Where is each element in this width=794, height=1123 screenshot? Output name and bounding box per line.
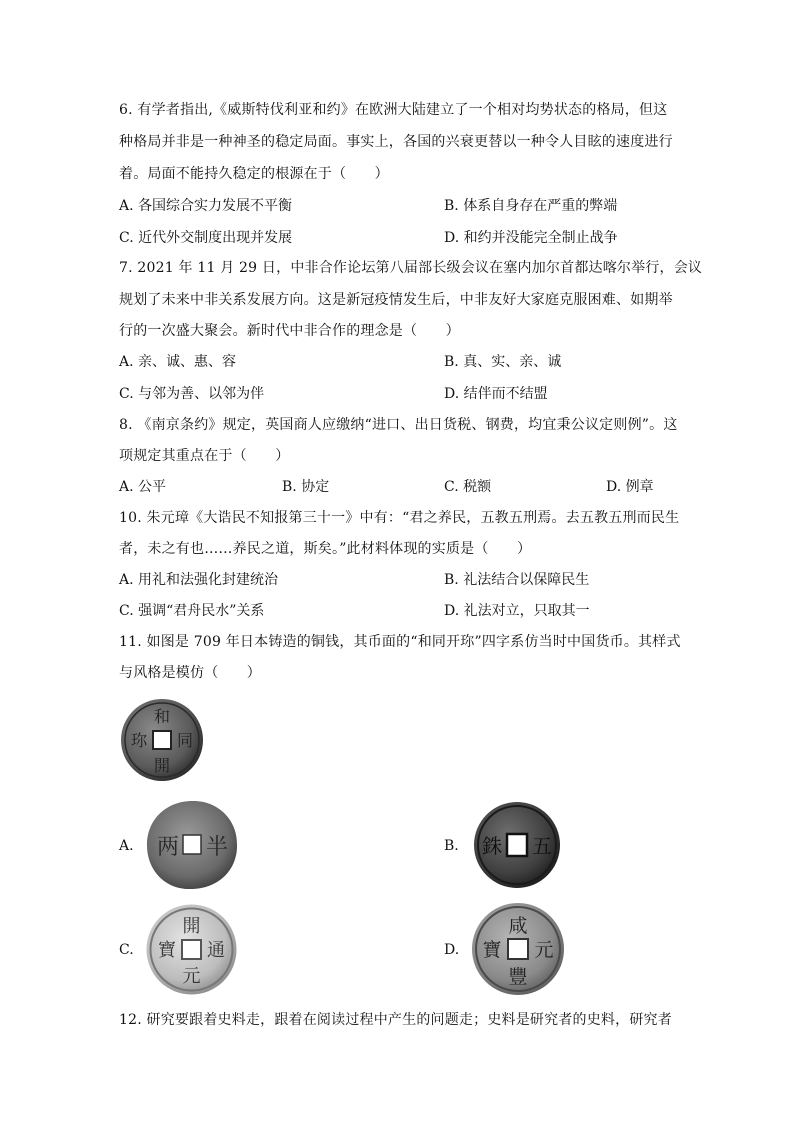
- q11-option-c-label[interactable]: C.: [119, 942, 134, 958]
- q8-option-a[interactable]: A. 公平: [119, 479, 167, 495]
- coin-b-char-right: 五: [532, 834, 552, 858]
- q10-option-c[interactable]: C. 强调“君舟民水”关系: [119, 603, 265, 619]
- kaiyuan-tongbao-coin-image[interactable]: [144, 902, 239, 997]
- q10-line-1: 10. 朱元璋《大诰民不知报第三十一》中有：“君之养民，五教五刑焉。去五教五刑而民生: [119, 510, 680, 526]
- q6-option-d[interactable]: D. 和约并没能完全制止战争: [444, 230, 618, 246]
- q7-option-d[interactable]: D. 结伴而不结盟: [444, 386, 548, 402]
- q10-option-d[interactable]: D. 礼法对立，只取其一: [444, 603, 590, 619]
- q7-option-c[interactable]: C. 与邻为善、以邻为伴: [119, 386, 265, 402]
- wuzhu-coin-image[interactable]: [472, 800, 562, 890]
- q7-line-2: 规划了未来中非关系发展方向。这是新冠疫情发生后，中非友好大家庭克服困难、如期举: [119, 292, 673, 308]
- q11-option-a-label[interactable]: A.: [119, 838, 134, 854]
- coin-d-char-bottom: 豐: [508, 966, 528, 988]
- q11-line-1: 11. 如图是 709 年日本铸造的铜钱，其币面的“和同开珎”四字系仿当时中国货币。其样式: [119, 634, 681, 650]
- q11-option-d-label[interactable]: D.: [444, 942, 460, 958]
- q7-option-a[interactable]: A. 亲、诚、惠、容: [119, 354, 237, 370]
- coin-d-char-left: 寶: [482, 939, 502, 961]
- q7-line-3: 行的一次盛大聚会。新时代中非合作的理念是（ ）: [119, 323, 460, 339]
- q7-option-b[interactable]: B. 真、实、亲、诚: [444, 354, 562, 370]
- coin-c-char-left: 寶: [158, 940, 176, 961]
- q11-line-2: 与风格是模仿（ ）: [119, 665, 261, 681]
- q8-option-b[interactable]: B. 协定: [282, 479, 330, 495]
- q12-line-1: 12. 研究要跟着史料走，跟着在阅读过程中产生的问题走；史料是研究者的史料，研究者: [119, 1012, 672, 1028]
- q8-line-2: 项规定其重点在于（ ）: [119, 448, 290, 464]
- coin-c-char-bottom: 元: [182, 966, 201, 987]
- q6-line-1: 6. 有学者指出,《威斯特伐利亚和约》在欧洲大陆建立了一个相对均势状态的格局，但这: [119, 102, 668, 118]
- q10-option-a[interactable]: A. 用礼和法强化封建统治: [119, 572, 279, 588]
- main-coin-char-top: 和: [153, 707, 171, 726]
- q6-line-2: 种格局并非是一种神圣的稳定局面。事实上，各国的兴衰更替以一种令人目眩的速度进行: [119, 134, 673, 150]
- coin-c-char-right: 通: [207, 940, 225, 961]
- q6-option-b[interactable]: B. 体系自身存在严重的弊端: [444, 198, 618, 214]
- main-coin-char-bottom: 開: [153, 756, 171, 775]
- xianfeng-yuanbao-coin-image[interactable]: [470, 901, 566, 997]
- banliang-coin-image[interactable]: [144, 798, 240, 892]
- q6-option-a[interactable]: A. 各国综合实力发展不平衡: [119, 198, 293, 214]
- coin-a-char-left: 半: [205, 835, 229, 860]
- wado-kaichin-coin-image: [119, 697, 205, 783]
- coin-c-char-top: 開: [182, 916, 201, 937]
- q10-line-2: 者，未之有也……养民之道，斯矣。”此材料体现的实质是（ ）: [119, 541, 532, 557]
- q6-line-3: 着。局面不能持久稳定的根源在于（ ）: [119, 166, 389, 182]
- q11-option-b-label[interactable]: B.: [444, 838, 459, 854]
- q10-option-b[interactable]: B. 礼法结合以保障民生: [444, 572, 590, 588]
- main-coin-char-left: 珎: [130, 731, 148, 750]
- coin-b-char-left: 銖: [482, 834, 502, 858]
- q8-line-1: 8. 《南京条约》规定，英国商人应缴纳“进口、出日货税、钢费，均宜秉公议定则例”。这: [119, 417, 678, 433]
- main-coin-char-right: 同: [176, 731, 194, 750]
- q8-option-c[interactable]: C. 税额: [444, 479, 492, 495]
- coin-d-char-right: 元: [534, 939, 554, 961]
- coin-d-char-top: 咸: [508, 915, 528, 937]
- q7-line-1: 7. 2021 年 11 月 29 日，中非合作论坛第八届部长级会议在塞内加尔首都达喀尔举行，会议: [119, 260, 703, 276]
- coin-a-char-right: 两: [156, 835, 180, 860]
- q8-option-d[interactable]: D. 例章: [606, 479, 654, 495]
- q6-option-c[interactable]: C. 近代外交制度出现并发展: [119, 230, 293, 246]
